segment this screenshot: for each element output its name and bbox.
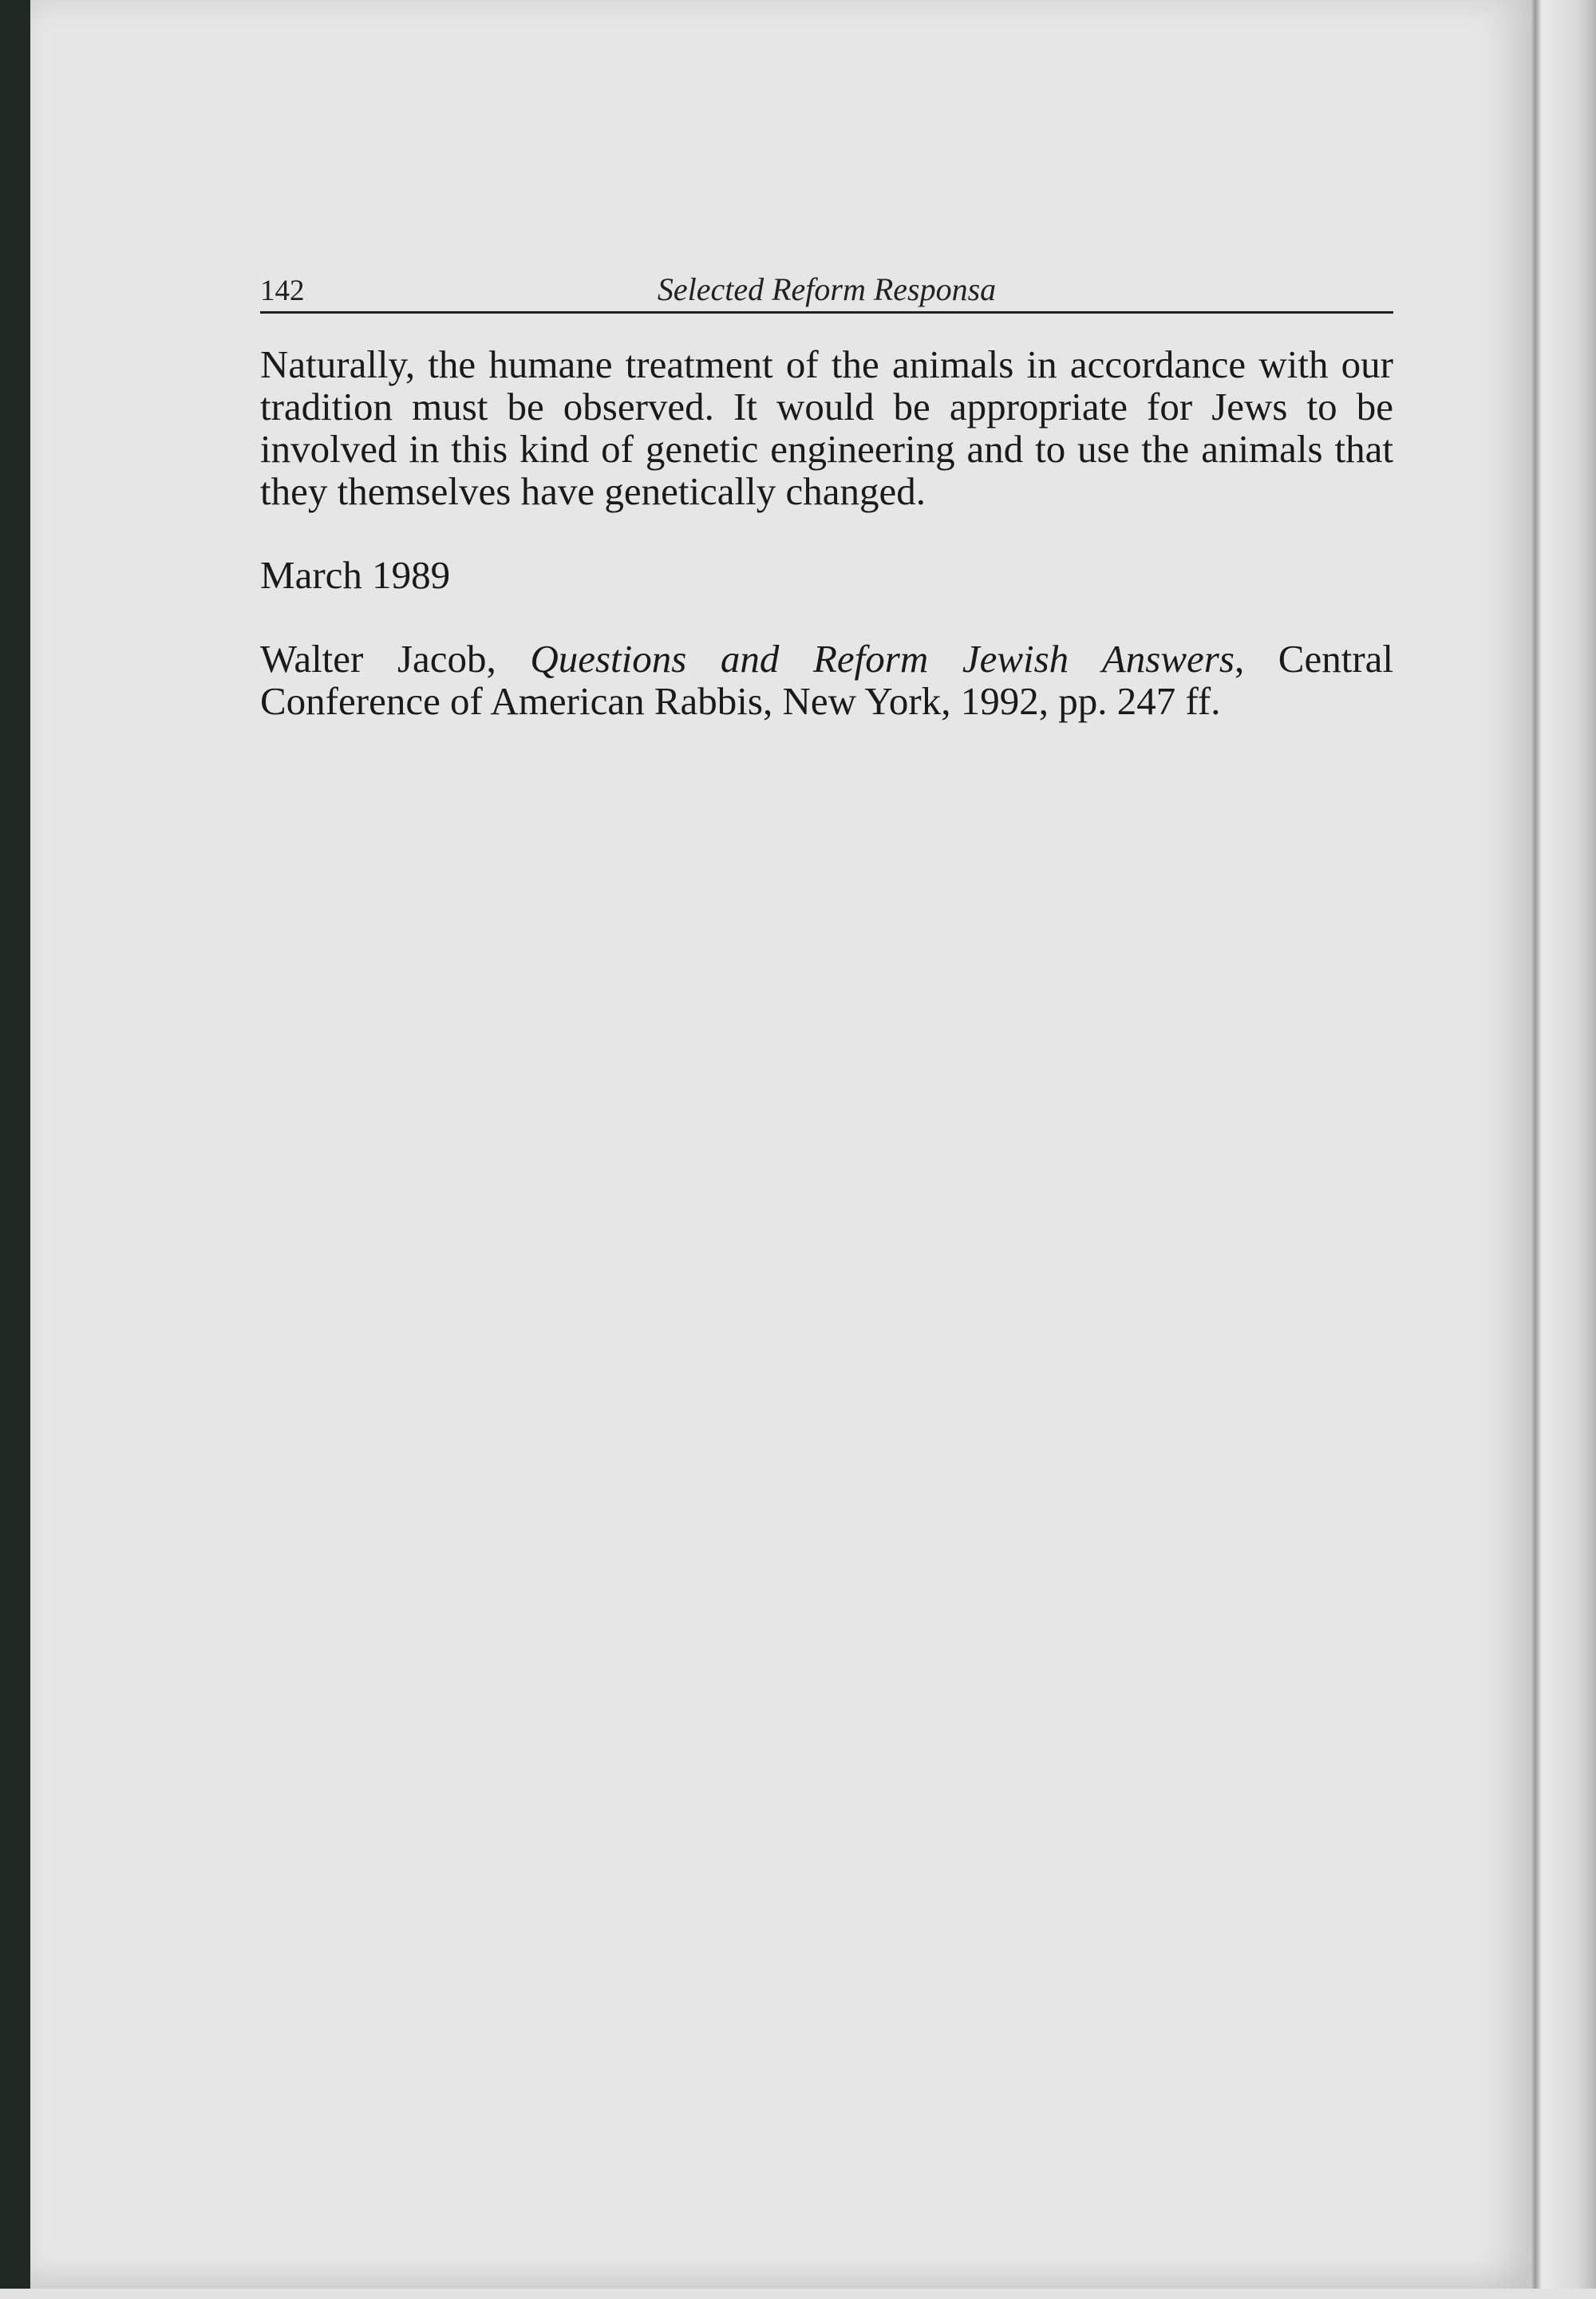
page-number: 142 bbox=[260, 275, 305, 307]
date-line: March 1989 bbox=[260, 553, 451, 597]
citation-author: Walter Jacob, bbox=[260, 637, 531, 681]
citation-book-title: Questions and Reform Jewish Answers bbox=[530, 637, 1235, 681]
running-header bbox=[260, 271, 1393, 314]
book-gutter bbox=[1531, 0, 1596, 2299]
running-title: Selected Reform Responsa bbox=[657, 271, 997, 307]
citation-publication: , Central Conference of American Rabbis, New York, 1992, pp. 247 ff. bbox=[260, 637, 1394, 723]
body-text bbox=[260, 343, 1393, 722]
body-paragraph: Naturally, the humane treatment of the animals in accordance with our tradition must be observed. It would be appropriate for Jews to be involved in this kind of genetic engineering and to use the animals that they themselves have genetically changed. bbox=[260, 342, 1393, 513]
citation bbox=[260, 638, 1393, 722]
page-bottom-edge bbox=[0, 2289, 1596, 2299]
